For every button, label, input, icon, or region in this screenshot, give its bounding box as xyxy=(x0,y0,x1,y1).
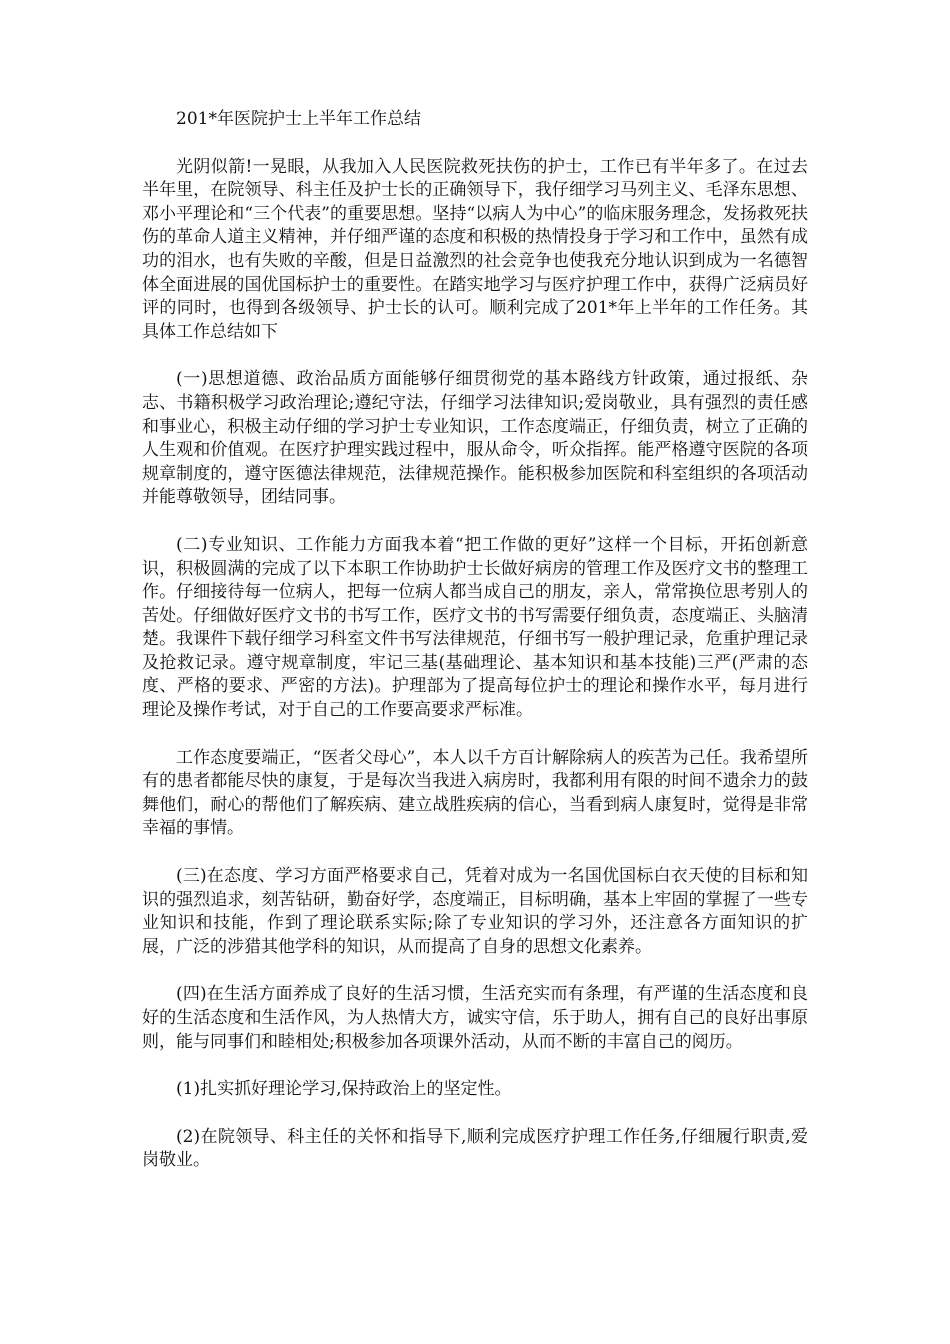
paragraph-work-attitude: 工作态度要端正，“医者父母心”，本人以千方百计解除病人的疾苦为己任。我希望所有的患者都能尽快的康复，于是每次当我进入病房时，我都利用有限的时间不遗余力的鼓舞他们，耐心的帮他们了解疾病、建立战胜疾病的信心，当看到病人康复时，觉得是非常幸福的事情。 xyxy=(142,747,808,839)
document-page xyxy=(142,108,808,1197)
paragraph-section-2: (二)专业知识、工作能力方面我本着“把工作做的更好”这样一个目标，开拓创新意识，积极圆满的完成了以下本职工作协助护士长做好病房的管理工作及医疗文书的整理工作。仔细接待每一位病人，把每一位病人都当成自己的朋友，亲人，常常换位思考别人的苦处。仔细做好医疗文书的书写工作，医疗文书的书写需要仔细负责，态度端正、头脑清楚。我课件下载仔细学习科室文件书写法律规范，仔细书写一般护理记录，危重护理记录及抢救记录。遵守规章制度，牢记三基(基础理论、基本知识和基本技能)三严(严肃的态度、严格的要求、严密的方法)。护理部为了提高每位护士的理论和操作水平，每月进行理论及操作考试，对于自己的工作要高要求严标准。 xyxy=(142,534,808,721)
paragraph-section-4: (四)在生活方面养成了良好的生活习惯，生活充实而有条理，有严谨的生活态度和良好的生活态度和生活作风，为人热情大方，诚实守信，乐于助人，拥有自己的良好出事原则，能与同事们和睦相处;积极参加各项课外活动，从而不断的丰富自己的阅历。 xyxy=(142,984,808,1052)
paragraph-intro: 光阴似箭!一晃眼，从我加入人民医院救死扶伤的护士，工作已有半年多了。在过去半年里，在院领导、科主任及护士长的正确领导下，我仔细学习马列主义、毛泽东思想、邓小平理论和“三个代表”的重要思想。坚持“以病人为中心”的临床服务理念，发扬救死扶伤的革命人道主义精神，并仔细严谨的态度和积极的热情投身于学习和工作中，虽然有成功的泪水，也有失败的辛酸，但是日益激烈的社会竞争也使我充分地认识到成为一名德智体全面进展的国优国标护士的重要性。在踏实地学习与医疗护理工作中，获得广泛病员好评的同时，也得到各级领导、护士长的认可。顺利完成了201*年上半年的工作任务。其具体工作总结如下 xyxy=(142,156,808,342)
paragraph-section-1: (一)思想道德、政治品质方面能够仔细贯彻党的基本路线方针政策，通过报纸、杂志、书籍积极学习政治理论;遵纪守法，仔细学习法律知识;爱岗敬业，具有强烈的责任感和事业心，积极主动仔细的学习护士专业知识，工作态度端正，仔细负责，树立了正确的人生观和价值观。在医疗护理实践过程中，服从命令，听众指挥。能严格遵守医院的各项规章制度的，遵守医德法律规范，法律规范操作。能积极参加医院和科室组织的各项活动并能尊敬领导，团结同事。 xyxy=(142,369,808,508)
document-title: 201*年医院护士上半年工作总结 xyxy=(176,109,421,129)
paragraph-item-2: (2)在院领导、科主任的关怀和指导下,顺利完成医疗护理工作任务,仔细履行职责,爱岗敬业。 xyxy=(142,1126,808,1171)
paragraph-section-3: (三)在态度、学习方面严格要求自己，凭着对成为一名国优国标白衣天使的目标和知识的强烈追求，刻苦钻研，勤奋好学，态度端正，目标明确，基本上牢固的掌握了一些专业知识和技能，作到了理论联系实际;除了专业知识的学习外，还注意各方面知识的扩展，广泛的涉猎其他学科的知识，从而提高了自身的思想文化素养。 xyxy=(142,866,808,957)
paragraph-item-1: (1)扎实抓好理论学习,保持政治上的坚定性。 xyxy=(176,1079,512,1100)
